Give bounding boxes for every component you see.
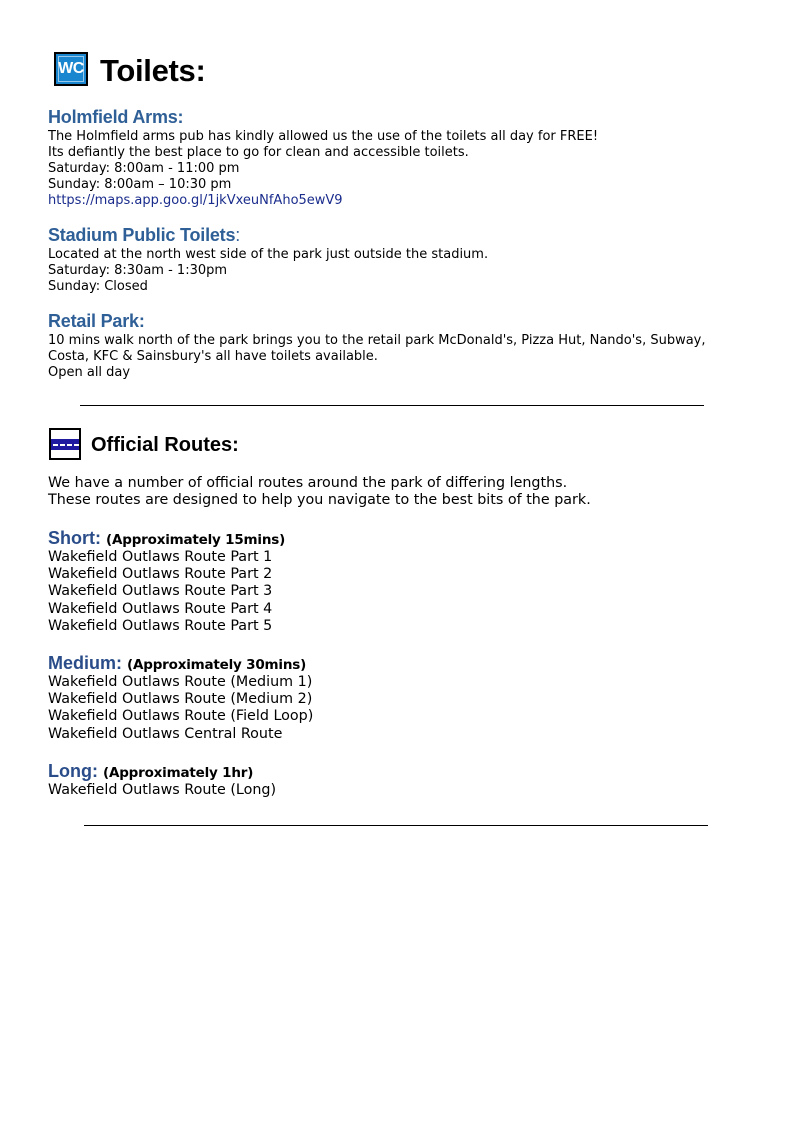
holmfield-line: Sunday: 8:00am – 10:30 pm (48, 177, 232, 192)
routes-title: Official Routes: (91, 434, 239, 456)
route-item: Wakefield Outlaws Central Route (48, 725, 283, 742)
holmfield-line: Saturday: 8:00am - 11:00 pm (48, 161, 240, 176)
divider (80, 405, 704, 406)
short-heading: Short: (Approximately 15mins) (48, 528, 286, 548)
route-item: Wakefield Outlaws Route Part 4 (48, 600, 273, 617)
stadium-line: Sunday: Closed (48, 279, 148, 294)
route-item: Wakefield Outlaws Route (Field Loop) (48, 708, 314, 725)
medium-route-list (48, 674, 313, 743)
holmfield-map-link[interactable]: https://maps.app.goo.gl/1jkVxeuNfAho5ewV9 (48, 193, 343, 208)
holmfield-heading: Holmfield Arms: (48, 107, 184, 127)
short-route-list (48, 549, 272, 635)
intro-line: We have a number of official routes around the park of differing lengths. (48, 475, 568, 491)
route-item: Wakefield Outlaws Route Part 2 (48, 566, 273, 583)
retail-details (48, 333, 768, 381)
route-icon (49, 428, 81, 460)
route-item: Wakefield Outlaws Route Part 3 (48, 583, 273, 600)
route-item: Wakefield Outlaws Route (Long) (48, 782, 277, 798)
retail-line: 10 mins walk north of the park brings you to the retail park McDonald's, Pizza Hut, Nando's, Subway, (48, 333, 706, 348)
stadium-line: Saturday: 8:30am - 1:30pm (48, 263, 228, 278)
toilets-title: Toilets: (100, 53, 206, 88)
holmfield-details (48, 129, 748, 209)
divider (84, 825, 708, 826)
retail-heading: Retail Park: (48, 311, 145, 331)
intro-line: These routes are designed to help you navigate to the best bits of the park. (48, 492, 591, 509)
holmfield-line: Its defiantly the best place to go for clean and accessible toilets. (48, 145, 469, 160)
route-item: Wakefield Outlaws Route (Medium 2) (48, 691, 313, 708)
retail-line: Open all day (48, 365, 131, 380)
retail-line: Costa, KFC & Sainsbury's all have toilets available. (48, 349, 378, 364)
wc-icon: WC (54, 52, 88, 86)
route-item: Wakefield Outlaws Route Part 1 (48, 549, 273, 565)
long-heading: Long: (Approximately 1hr) (48, 761, 254, 781)
medium-heading: Medium: (Approximately 30mins) (48, 653, 307, 673)
stadium-heading: Stadium Public Toilets: (48, 225, 241, 245)
stadium-details (48, 247, 748, 295)
route-item: Wakefield Outlaws Route (Medium 1) (48, 674, 313, 690)
route-item: Wakefield Outlaws Route Part 5 (48, 617, 273, 634)
long-route-list (48, 782, 276, 799)
stadium-line: Located at the north west side of the park just outside the stadium. (48, 247, 489, 262)
routes-intro (48, 475, 768, 509)
holmfield-line: The Holmfield arms pub has kindly allowed us the use of the toilets all day for FREE! (48, 129, 599, 144)
